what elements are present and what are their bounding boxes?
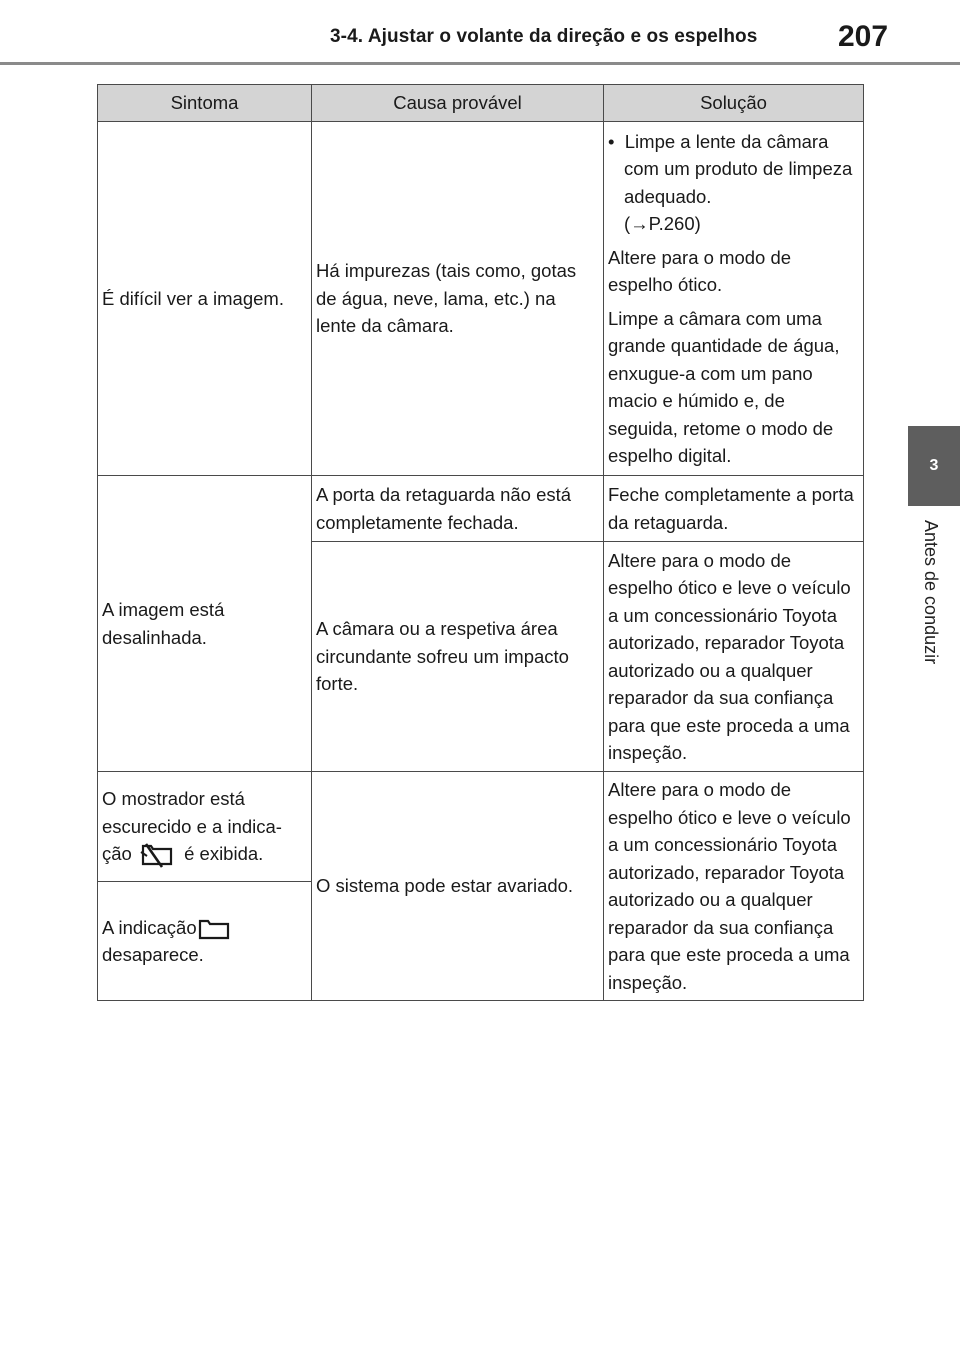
- header-cause: Causa provável: [312, 85, 604, 122]
- header-symptom: Sintoma: [98, 85, 312, 122]
- header-divider: [0, 62, 960, 65]
- troubleshooting-table: [97, 84, 864, 1001]
- solution-text: Altere para o modo de espelho ótico e leve o veículo a um concessionário Toyota autorizado, reparador Toyota autorizado ou a qualquer reparador da sua confiança para que este proceda a uma inspeção.: [608, 549, 851, 763]
- cause-cell: [312, 122, 604, 476]
- solution-paragraph: Altere para o modo de espelho ótico.: [608, 246, 792, 295]
- chapter-number: 3: [929, 457, 939, 474]
- cause-text: A porta da retaguarda não está completamente fechada.: [316, 484, 572, 533]
- solution-text: Altere para o modo de espelho ótico e leve o veículo a um concessionário Toyota autorizado, reparador Toyota autorizado ou a qualquer reparador da sua confiança para que este proceda a uma inspeção.: [608, 779, 851, 993]
- page-number: 207: [838, 20, 889, 53]
- symptom-text: desaparece.: [102, 944, 204, 966]
- solution-text: Feche completamente a porta da retaguarda.: [608, 484, 854, 533]
- symptom-text: ção: [102, 843, 132, 865]
- symptom-cell: [98, 772, 312, 882]
- camera-crossed-icon: [137, 842, 179, 868]
- solution-cell: [604, 772, 864, 1001]
- solution-cell: [604, 122, 864, 476]
- cause-cell: [312, 542, 604, 772]
- chapter-tab: [908, 426, 960, 506]
- table-row: [98, 122, 864, 476]
- table-row: [98, 772, 864, 882]
- symptom-text: A indicação: [102, 916, 197, 938]
- symptom-text: é exibida.: [184, 843, 264, 865]
- camera-outline-icon: [197, 917, 231, 941]
- cause-text: A câmara ou a respetiva área circundante sofreu um impacto forte.: [316, 618, 569, 695]
- symptom-cell: [98, 882, 312, 1001]
- solution-bullet: • Limpe a lente da câmara com um produto de limpeza adequado. (→P.260): [608, 130, 853, 234]
- symptom-cell: [98, 122, 312, 476]
- solution-paragraph: Limpe a câmara com uma grande quantidade de água, enxugue-a com um pano macio e húmido e, de seguida, retome o modo de espelho digital.: [608, 307, 840, 466]
- symptom-text: É difícil ver a imagem.: [102, 287, 284, 309]
- bullet-text: Limpe a lente da câmara com um produto de limpeza adequado.: [624, 130, 853, 207]
- symptom-cell: [98, 476, 312, 772]
- cause-text: Há impurezas (tais como, gotas de água, neve, lama, etc.) na lente da câmara.: [316, 260, 577, 337]
- solution-cell: [604, 476, 864, 542]
- cause-text: O sistema pode estar avariado.: [316, 875, 574, 897]
- cause-cell: [312, 772, 604, 1001]
- chapter-label: Antes de conduzir: [921, 520, 941, 665]
- table-header-row: [98, 85, 864, 122]
- page-reference: (→P.260): [624, 213, 701, 234]
- table-row: [98, 476, 864, 542]
- section-title: 3-4. Ajustar o volante da direção e os espelhos: [330, 26, 758, 47]
- header-solution: Solução: [604, 85, 864, 122]
- symptom-text: O mostrador está escurecido e a indica-: [102, 788, 282, 837]
- solution-cell: [604, 542, 864, 772]
- cause-cell: [312, 476, 604, 542]
- symptom-text: A imagem está desalinhada.: [102, 599, 225, 648]
